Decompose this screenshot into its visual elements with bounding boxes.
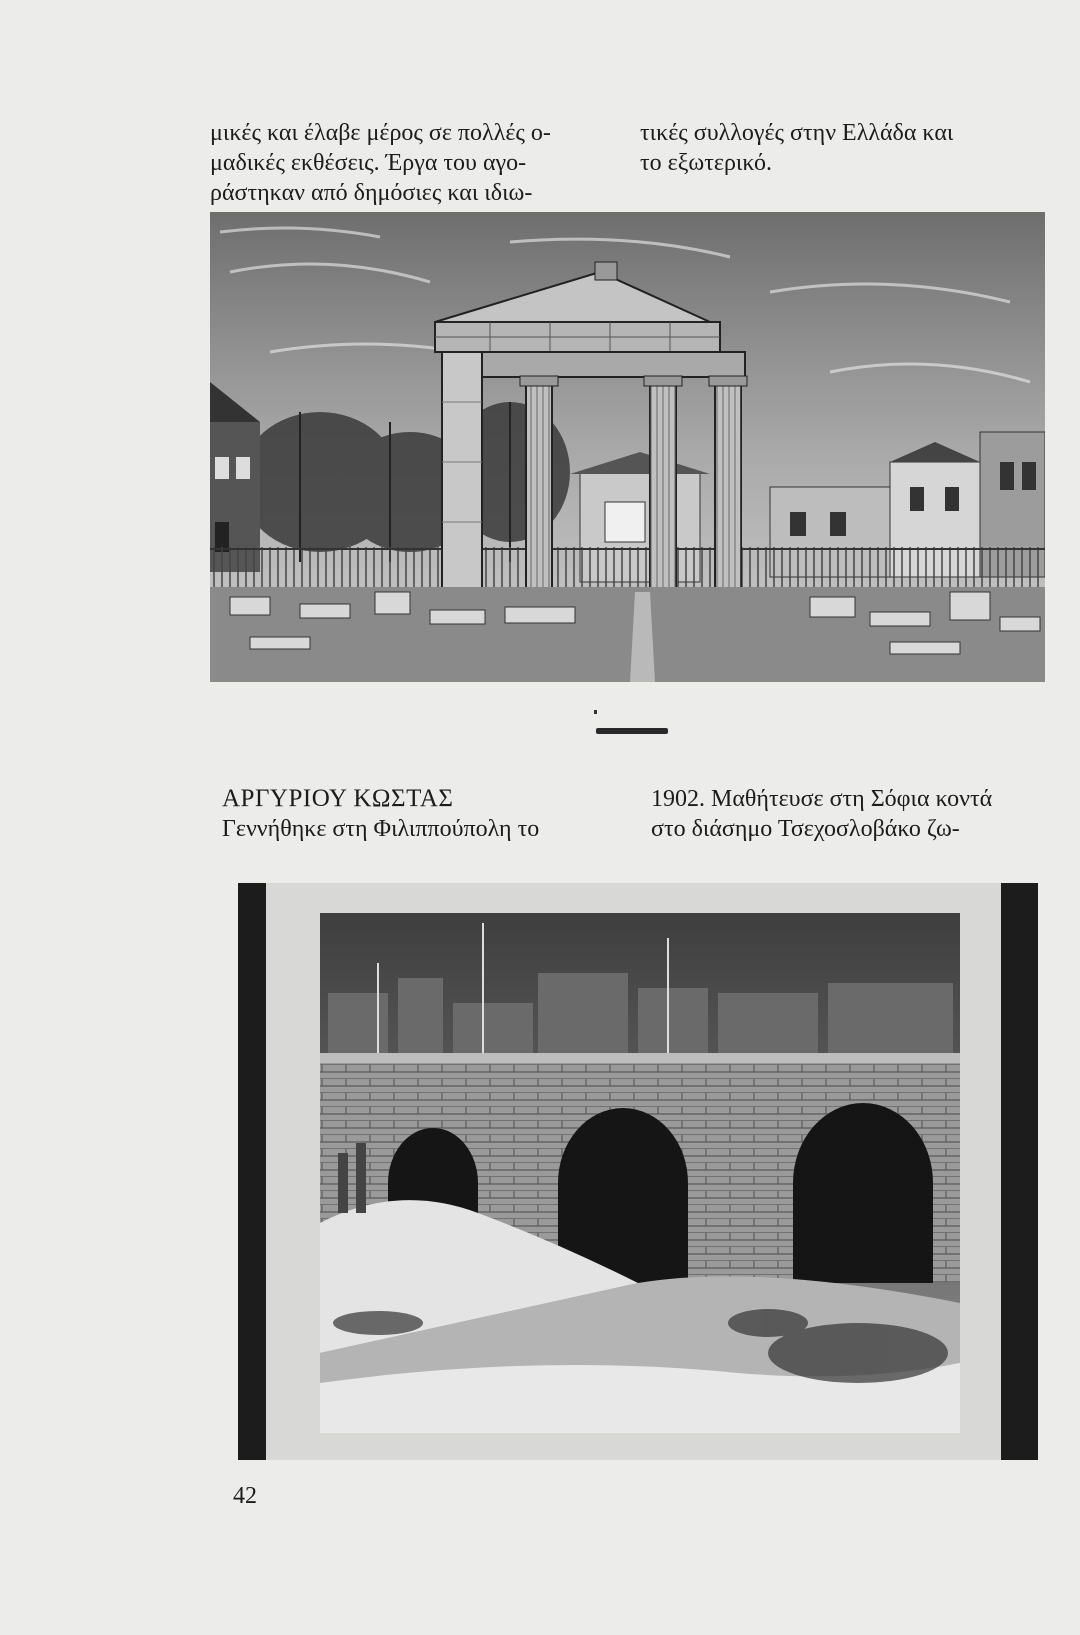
text-column-left [210, 118, 610, 208]
ink-mark [596, 728, 668, 734]
roman-agora-gate-drawing [210, 212, 1045, 682]
biography-column-left [222, 784, 602, 844]
biography-column-right [651, 784, 1061, 844]
text-line: μικές και έλαβε μέρος σε πολλές ο- [210, 120, 551, 146]
text-line: το εξωτερικό. [640, 150, 772, 176]
stone-bridge-painting [238, 883, 1038, 1460]
text-line: τικές συλλογές στην Ελλάδα και [640, 120, 954, 146]
text-line: ράστηκαν από δημόσιες και ιδιω- [210, 180, 533, 206]
text-line: στο διάσημο Τσεχοσλοβάκο ζω- [651, 816, 960, 842]
text-line: μαδικές εκθέσεις. Έργα του αγο- [210, 150, 527, 176]
text-line: 1902. Μαθήτευσε στη Σόφια κοντά [651, 786, 993, 812]
page-number: 42 [233, 1483, 257, 1509]
text-column-right [640, 118, 1060, 178]
artist-name: ΑΡΓΥΡΙΟΥ ΚΩΣΤΑΣ [222, 785, 454, 812]
ink-speck [594, 710, 597, 714]
text-line: Γεννήθηκε στη Φιλιππούπολη το [222, 816, 540, 842]
